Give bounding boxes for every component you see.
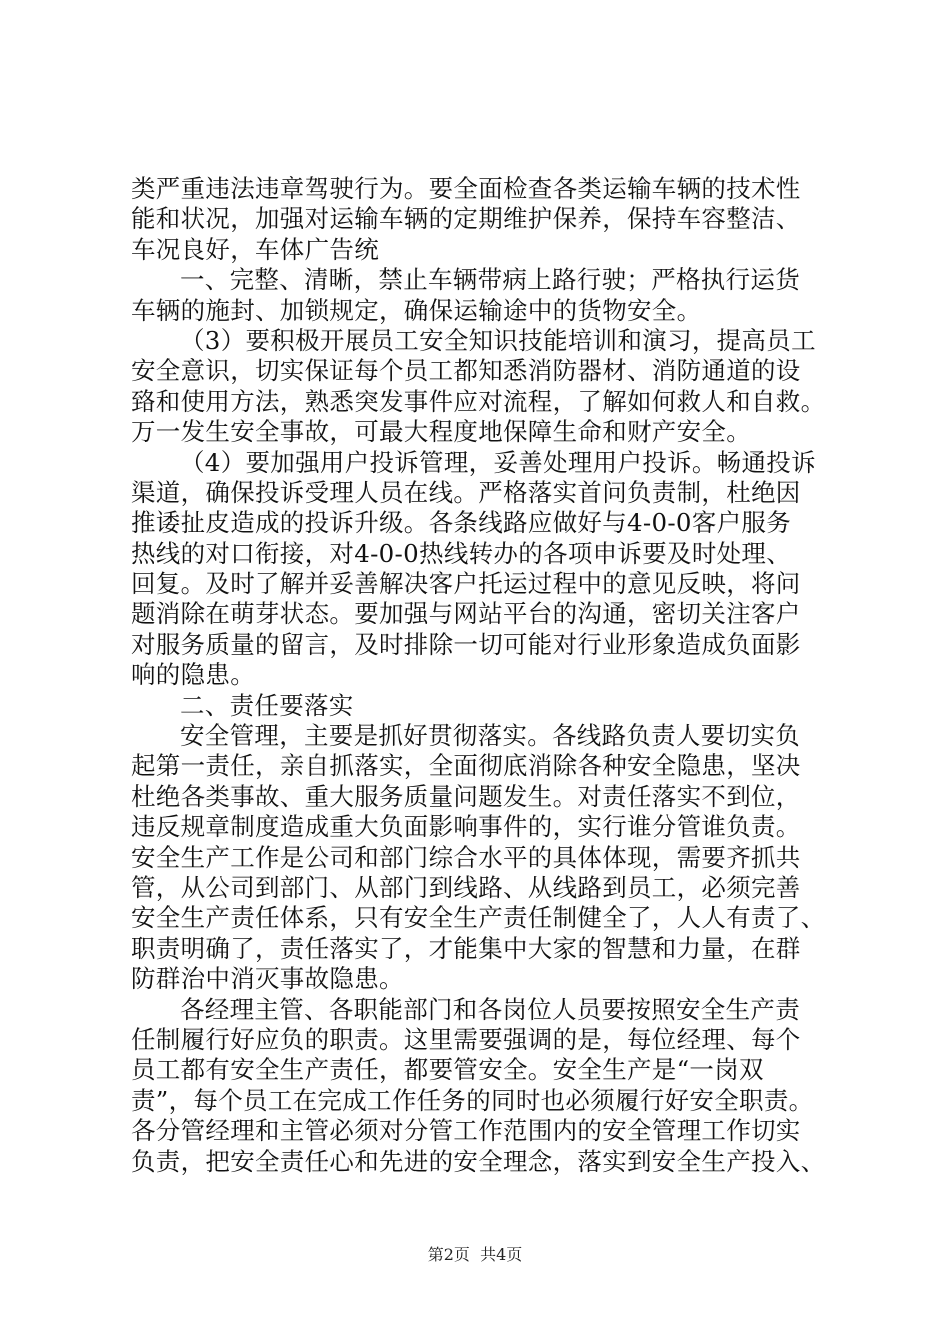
text-line: 责”，每个员工在完成工作任务的同时也必须履行好安全职责。 bbox=[131, 1085, 814, 1115]
text-line: 起第一责任，亲自抓落实，全面彻底消除各种安全隐患，坚决 bbox=[131, 751, 801, 781]
page-footer bbox=[0, 1245, 950, 1265]
text-line: 响的隐患。 bbox=[131, 660, 255, 690]
section-heading: 二、责任要落实 bbox=[180, 690, 354, 720]
text-line: 类严重违法违章驾驶行为。要全面检查各类运输车辆的技术性 bbox=[131, 174, 801, 203]
text-line: 安全生产工作是公司和部门综合水平的具体体现，需要齐抓共 bbox=[131, 842, 801, 872]
text-line: 防群治中消灭事故隐患。 bbox=[131, 964, 404, 994]
text-line: 题消除在萌芽状态。要加强与网站平台的沟通，密切关注客户 bbox=[131, 599, 801, 629]
document-body bbox=[131, 174, 831, 1177]
text-line: 推诿扯皮造成的投诉升级。各条线路应做好与4-0-0客户服务 bbox=[131, 508, 792, 538]
text-line: 职责明确了，责任落实了，才能集中大家的智慧和力量，在群 bbox=[131, 933, 801, 963]
text-line: 各经理主管、各职能部门和各岗位人员要按照安全生产责 bbox=[180, 994, 800, 1024]
text-line: 车辆的施封、加锁规定，确保运输途中的货物安全。 bbox=[131, 295, 702, 325]
text-line: 管，从公司到部门、从部门到线路、从线路到员工，必须完善 bbox=[131, 872, 801, 902]
text-line: 各分管经理和主管必须对分管工作范围内的安全管理工作切实 bbox=[131, 1116, 801, 1146]
text-line: 能和状况，加强对运输车辆的定期维护保养，保持车容整洁、 bbox=[131, 204, 801, 234]
text-line: 热线的对口衔接，对4-0-0热线转办的各项申诉要及时处理、 bbox=[131, 538, 792, 568]
text-line: 违反规章制度造成重大负面影响事件的，实行谁分管谁负责。 bbox=[131, 812, 801, 842]
text-line: （4）要加强用户投诉管理，妥善处理用户投诉。畅通投诉 bbox=[180, 447, 816, 477]
text-line: 安全管理，主要是抓好贯彻落实。各线路负责人要切实负 bbox=[180, 721, 800, 751]
text-line: 车况良好，车体广告统 bbox=[131, 234, 379, 264]
text-line: 杜绝各类事故、重大服务质量问题发生。对责任落实不到位， bbox=[131, 781, 801, 811]
page-number: 第2页 共4页 bbox=[427, 1245, 523, 1264]
text-line: 对服务质量的留言，及时排除一切可能对行业形象造成负面影 bbox=[131, 629, 801, 659]
text-line: 渠道，确保投诉受理人员在线。严格落实首问负责制，杜绝因 bbox=[131, 477, 801, 507]
text-line: 负责，把安全责任心和先进的安全理念，落实到安全生产投入、 bbox=[131, 1146, 826, 1176]
text-line: 任制履行好应负的职责。这里需要强调的是，每位经理、每个 bbox=[131, 1024, 801, 1054]
text-line: 臵和使用方法，熟悉突发事件应对流程，了解如何救人和自救。 bbox=[131, 386, 826, 416]
text-line: 回复。及时了解并妥善解决客户托运过程中的意见反映，将问 bbox=[131, 569, 801, 599]
text-line: 万一发生安全事故，可最大程度地保障生命和财产安全。 bbox=[131, 417, 751, 447]
text-line: 一、完整、清晰，禁止车辆带病上路行驶；严格执行运货 bbox=[180, 265, 800, 295]
text-line: （3）要积极开展员工安全知识技能培训和演习，提高员工 bbox=[180, 325, 816, 355]
text-line: 员工都有安全生产责任，都要管安全。安全生产是“一岗双 bbox=[131, 1055, 764, 1085]
text-line: 安全生产责任体系，只有安全生产责任制健全了，人人有责了、 bbox=[131, 903, 826, 933]
text-line: 安全意识，切实保证每个员工都知悉消防器材、消防通道的设 bbox=[131, 356, 801, 386]
